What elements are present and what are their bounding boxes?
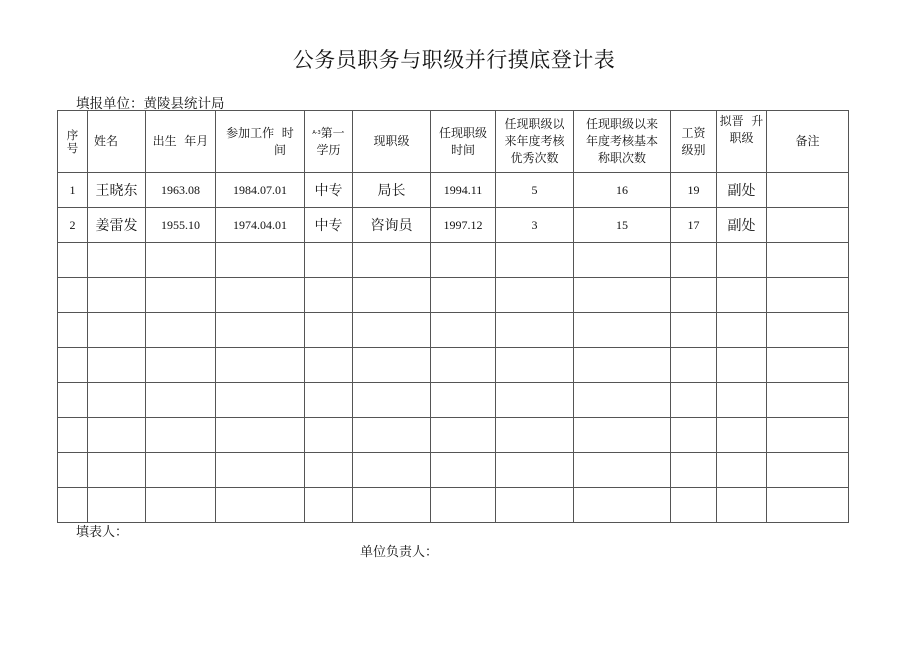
cell-current-rank [353, 243, 431, 278]
empty-table-row [58, 348, 849, 383]
cell-remarks [767, 383, 849, 418]
cell-name [88, 453, 146, 488]
cell-remarks [767, 348, 849, 383]
cell-competent-count [574, 383, 671, 418]
cell-education [305, 348, 353, 383]
cell-current-rank [353, 313, 431, 348]
cell-work-start: 1974.04.01 [216, 208, 305, 243]
table-row [58, 208, 849, 243]
cell-education [305, 243, 353, 278]
cell-excellent-count [496, 383, 574, 418]
cell-salary-grade [671, 418, 717, 453]
cell-remarks [767, 313, 849, 348]
cell-work-start [216, 488, 305, 523]
cell-remarks [767, 488, 849, 523]
cell-competent-count [574, 488, 671, 523]
cell-current-rank [353, 278, 431, 313]
cell-birth [146, 313, 216, 348]
cell-salary-grade: 17 [671, 208, 717, 243]
header-competent-count: 任现职级以来 年度考核基本 称职次数 [574, 111, 671, 173]
cell-remarks [767, 208, 849, 243]
cell-competent-count [574, 418, 671, 453]
cell-work-start: 1984.07.01 [216, 173, 305, 208]
header-education: $^{A-3}$第一 学历 [305, 111, 353, 173]
cell-competent-count [574, 453, 671, 488]
cell-current-rank [353, 383, 431, 418]
cell-promote-rank [717, 418, 767, 453]
cell-birth [146, 383, 216, 418]
cell-remarks [767, 173, 849, 208]
unit-head-label: 单位负责人： [360, 545, 439, 560]
cell-promote-rank [717, 348, 767, 383]
cell-excellent-count [496, 488, 574, 523]
cell-seq [58, 313, 88, 348]
cell-seq [58, 348, 88, 383]
empty-table-row [58, 278, 849, 313]
cell-rank-time [431, 348, 496, 383]
cell-current-rank: 局长 [353, 173, 431, 208]
cell-remarks [767, 278, 849, 313]
cell-excellent-count [496, 348, 574, 383]
cell-excellent-count [496, 453, 574, 488]
cell-work-start [216, 383, 305, 418]
cell-name: 王晓东 [88, 173, 146, 208]
cell-remarks [767, 453, 849, 488]
cell-current-rank [353, 488, 431, 523]
cell-promote-rank [717, 453, 767, 488]
cell-seq [58, 243, 88, 278]
cell-rank-time [431, 418, 496, 453]
header-name: 姓名 [88, 111, 146, 173]
cell-salary-grade [671, 348, 717, 383]
cell-current-rank [353, 418, 431, 453]
cell-birth [146, 418, 216, 453]
cell-seq [58, 278, 88, 313]
table-row [58, 173, 849, 208]
header-rank-time: 任现职级 时间 [431, 111, 496, 173]
cell-work-start [216, 313, 305, 348]
cell-name [88, 313, 146, 348]
cell-promote-rank [717, 383, 767, 418]
cell-remarks [767, 418, 849, 453]
cell-current-rank [353, 453, 431, 488]
empty-table-row [58, 243, 849, 278]
cell-seq [58, 453, 88, 488]
cell-name [88, 383, 146, 418]
cell-rank-time [431, 243, 496, 278]
header-work-start: 参加工作 时 间 [216, 111, 305, 173]
cell-birth [146, 488, 216, 523]
cell-education [305, 383, 353, 418]
empty-table-row [58, 383, 849, 418]
cell-education [305, 453, 353, 488]
cell-promote-rank [717, 243, 767, 278]
empty-table-row [58, 453, 849, 488]
cell-current-rank: 咨询员 [353, 208, 431, 243]
header-salary-grade: 工资 级别 [671, 111, 717, 173]
cell-work-start [216, 453, 305, 488]
table-header [58, 111, 849, 173]
cell-rank-time: 1994.11 [431, 173, 496, 208]
cell-name [88, 418, 146, 453]
edu-small-mark: A-3 [312, 129, 321, 136]
cell-promote-rank [717, 313, 767, 348]
cell-birth [146, 453, 216, 488]
cell-excellent-count [496, 278, 574, 313]
empty-table-row [58, 488, 849, 523]
cell-education [305, 278, 353, 313]
form-title: 公务员职务与职级并行摸底登计表 [292, 48, 616, 72]
cell-name [88, 243, 146, 278]
cell-work-start [216, 278, 305, 313]
cell-competent-count [574, 278, 671, 313]
cell-promote-rank [717, 488, 767, 523]
header-excellent-count: 任现职级以 来年度考核 优秀次数 [496, 111, 574, 173]
cell-seq: 1 [58, 173, 88, 208]
cell-name [88, 488, 146, 523]
cell-competent-count [574, 348, 671, 383]
cell-rank-time [431, 313, 496, 348]
header-birth: 出生 年月 [146, 111, 216, 173]
cell-salary-grade [671, 488, 717, 523]
cell-salary-grade [671, 313, 717, 348]
cell-birth: 1955.10 [146, 208, 216, 243]
cell-education [305, 313, 353, 348]
cell-birth [146, 243, 216, 278]
cell-rank-time [431, 278, 496, 313]
cell-work-start [216, 243, 305, 278]
cell-competent-count [574, 243, 671, 278]
cell-seq: 2 [58, 208, 88, 243]
cell-excellent-count: 3 [496, 208, 574, 243]
header-promote-rank: 拟晋 升 职级 [717, 111, 767, 173]
header-seq: 序号 [58, 111, 88, 173]
cell-birth [146, 348, 216, 383]
table-body [58, 173, 849, 523]
filler-label: 填表人： [76, 525, 129, 540]
cell-competent-count [574, 313, 671, 348]
cell-education: 中专 [305, 173, 353, 208]
cell-salary-grade [671, 453, 717, 488]
cell-name: 姜雷发 [88, 208, 146, 243]
header-remarks: 备注 [767, 111, 849, 173]
cell-rank-time: 1997.12 [431, 208, 496, 243]
cell-seq [58, 383, 88, 418]
empty-table-row [58, 313, 849, 348]
cell-excellent-count: 5 [496, 173, 574, 208]
cell-birth [146, 278, 216, 313]
empty-table-row [58, 418, 849, 453]
cell-promote-rank [717, 278, 767, 313]
cell-current-rank [353, 348, 431, 383]
cell-competent-count: 16 [574, 173, 671, 208]
cell-salary-grade [671, 383, 717, 418]
cell-salary-grade: 19 [671, 173, 717, 208]
cell-excellent-count [496, 418, 574, 453]
cell-seq [58, 418, 88, 453]
cell-rank-time [431, 383, 496, 418]
cell-excellent-count [496, 313, 574, 348]
cell-education [305, 418, 353, 453]
cell-promote-rank: 副处 [717, 208, 767, 243]
cell-work-start [216, 418, 305, 453]
cell-work-start [216, 348, 305, 383]
cell-rank-time [431, 453, 496, 488]
header-current-rank: 现职级 [353, 111, 431, 173]
cell-seq [58, 488, 88, 523]
cell-name [88, 348, 146, 383]
cell-birth: 1963.08 [146, 173, 216, 208]
cell-education [305, 488, 353, 523]
cell-salary-grade [671, 278, 717, 313]
reporting-unit: 填报单位：黄陵县统计局 [76, 96, 225, 112]
cell-rank-time [431, 488, 496, 523]
cell-name [88, 278, 146, 313]
cell-salary-grade [671, 243, 717, 278]
registration-table [57, 110, 849, 523]
cell-education: 中专 [305, 208, 353, 243]
cell-remarks [767, 243, 849, 278]
cell-promote-rank: 副处 [717, 173, 767, 208]
cell-competent-count: 15 [574, 208, 671, 243]
cell-excellent-count [496, 243, 574, 278]
